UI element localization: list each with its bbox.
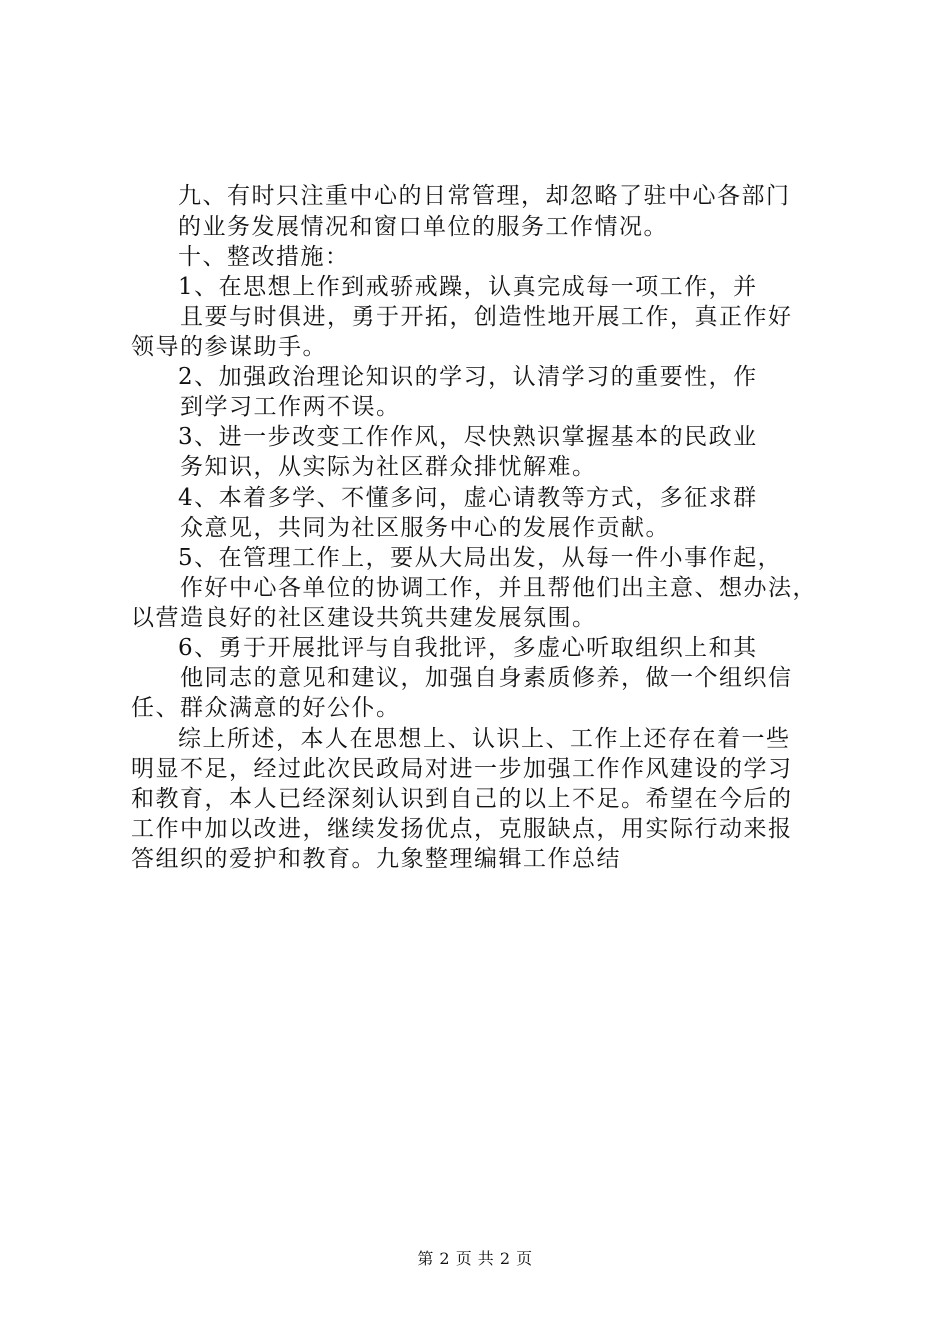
text-line: 的业务发展情况和窗口单位的服务工作情况。: [178, 214, 668, 240]
text-line: 任、群众满意的好公仆。: [131, 695, 401, 721]
text-line: 2、加强政治理论知识的学习，认清学习的重要性，作: [178, 364, 758, 390]
text-line: 以营造良好的社区建设共筑共建发展氛围。: [131, 605, 597, 631]
text-line: 众意见，共同为社区服务中心的发展作贡献。: [180, 515, 670, 541]
text-line: 务知识，从实际为社区群众排忧解难。: [180, 454, 597, 480]
text-line: 4、本着多学、不懂多问，虚心请教等方式，多征求群: [178, 485, 758, 511]
text-line: 答组织的爱护和教育。九象整理编辑工作总结: [131, 846, 621, 872]
text-line: 明显不足，经过此次民政局对进一步加强工作作风建设的学习: [131, 756, 793, 782]
page-footer: 第 2 页 共 2 页: [417, 1249, 533, 1268]
text-line: 领导的参谋助手。: [131, 334, 327, 360]
text-line: 3、进一步改变工作作风，尽快熟识掌握基本的民政业: [178, 424, 758, 450]
text-line: 作好中心各单位的协调工作，并且帮他们出主意、想办法，: [180, 575, 817, 601]
text-line: 且要与时俱进，勇于开拓，创造性地开展工作，真正作好: [180, 304, 793, 330]
text-line: 综上所述，本人在思想上、认识上、工作上还存在着一些: [178, 726, 791, 752]
text-line: 到学习工作两不误。: [180, 394, 401, 420]
text-line: 他同志的意见和建议，加强自身素质修养，做一个组织信: [180, 665, 793, 691]
text-line: 九、有时只注重中心的日常管理，却忽略了驻中心各部门: [178, 183, 791, 209]
text-line: 和教育，本人已经深刻认识到自己的以上不足。希望在今后的: [131, 786, 793, 812]
text-line: 6、勇于开展批评与自我批评，多虚心听取组织上和其: [178, 635, 758, 661]
text-line: 1、在思想上作到戒骄戒躁，认真完成每一项工作，并: [178, 274, 758, 300]
text-line: 5、在管理工作上，要从大局出发，从每一件小事作起，: [178, 545, 783, 571]
text-line: 十、整改措施：: [178, 244, 350, 270]
text-line: 工作中加以改进，继续发扬优点，克服缺点，用实际行动来报: [131, 816, 793, 842]
